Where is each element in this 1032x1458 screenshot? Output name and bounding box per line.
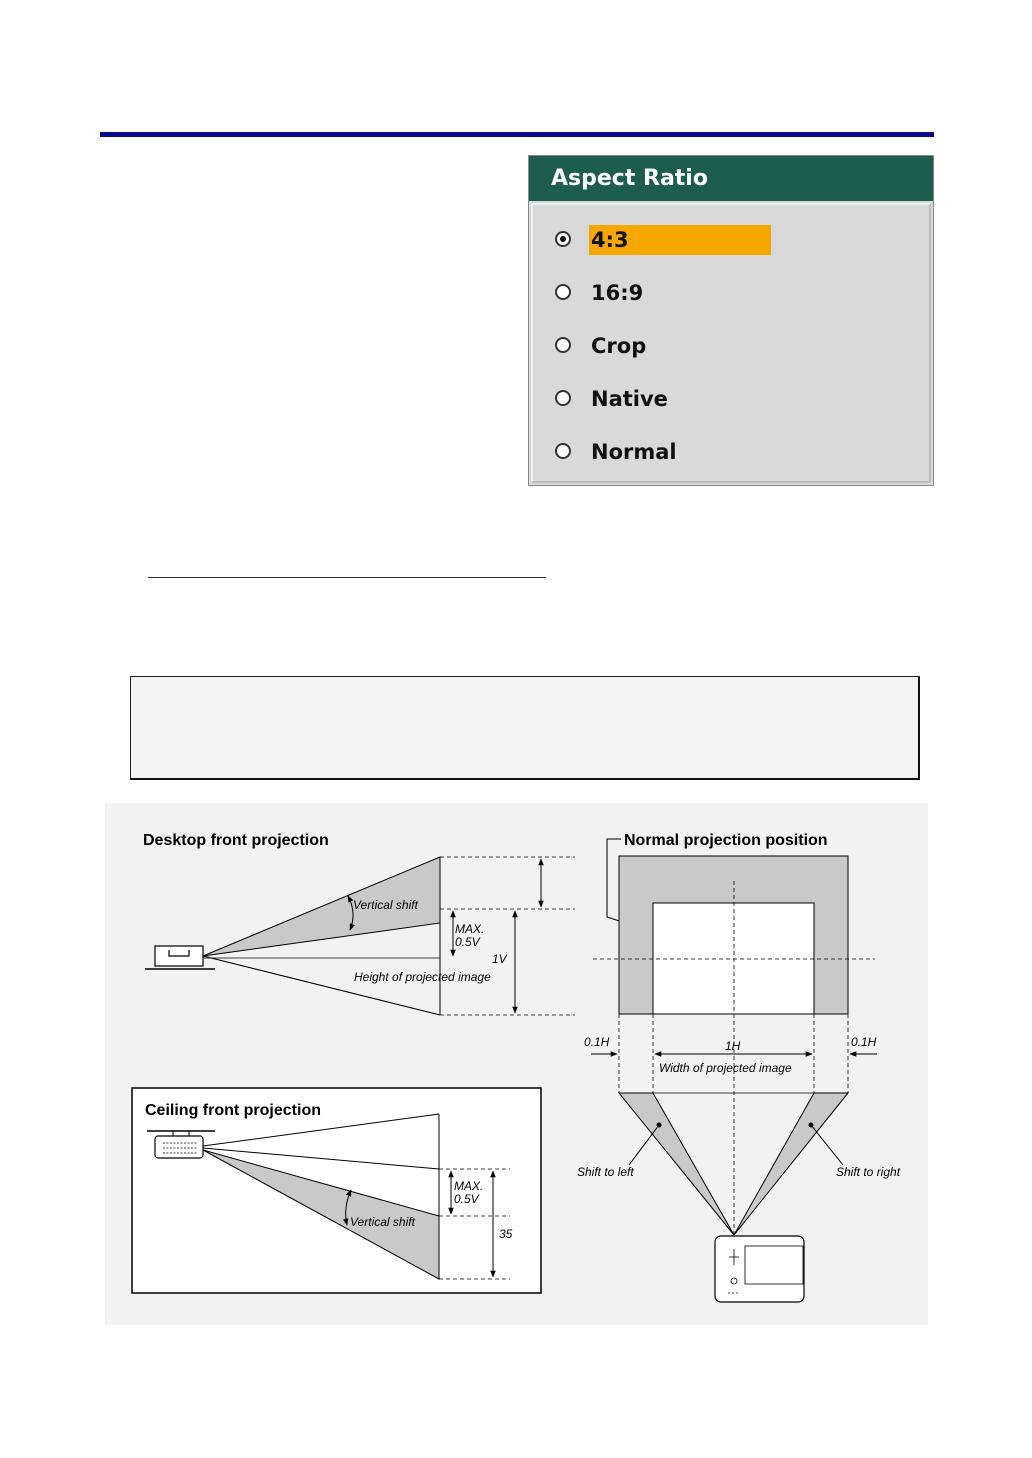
desktop-height-label: Height of projected image <box>354 970 491 984</box>
radio-icon[interactable] <box>555 443 571 459</box>
menu-title: Aspect Ratio <box>529 156 933 201</box>
option-16-9[interactable] <box>555 278 915 308</box>
option-label: Normal <box>591 440 677 464</box>
option-label: 4:3 <box>589 225 771 255</box>
desktop-title: Desktop front projection <box>143 832 329 849</box>
desktop-max-line2: 0.5V <box>455 935 480 949</box>
header-rule <box>100 132 934 137</box>
desktop-one-v: 1V <box>492 952 507 966</box>
ceiling-max-line2: 0.5V <box>454 1192 479 1206</box>
menu-options <box>531 203 931 483</box>
ceiling-max-line1: MAX. <box>454 1179 484 1193</box>
option-normal[interactable] <box>555 437 915 467</box>
desktop-max-line1: MAX. <box>455 922 485 936</box>
left-offset: 0.1H <box>584 1035 610 1049</box>
ceiling-vertical-shift: Vertical shift <box>350 1215 415 1229</box>
ceiling-height-value: 35 <box>499 1227 513 1241</box>
option-label: Native <box>591 387 668 411</box>
shift-right-label: Shift to right <box>836 1165 901 1179</box>
right-offset: 0.1H <box>851 1035 877 1049</box>
option-4-3[interactable] <box>555 225 915 255</box>
shift-left-label: Shift to left <box>577 1165 634 1179</box>
radio-selected-icon[interactable] <box>555 231 571 247</box>
shift-left-beam <box>619 1093 734 1235</box>
normal-title: Normal projection position <box>624 832 828 849</box>
shift-right-beam <box>734 1093 848 1235</box>
width-label: Width of projected image <box>659 1061 792 1075</box>
option-label: Crop <box>591 334 647 358</box>
section-underline <box>148 577 546 578</box>
radio-icon[interactable] <box>555 284 571 300</box>
option-crop[interactable] <box>555 331 915 361</box>
radio-icon[interactable] <box>555 337 571 353</box>
desktop-vertical-shift: Vertical shift <box>353 898 418 912</box>
radio-icon[interactable] <box>555 390 571 406</box>
projected-image <box>653 903 814 1014</box>
aspect-ratio-menu <box>528 155 934 486</box>
one-h: 1H <box>725 1039 741 1053</box>
ceiling-title: Ceiling front projection <box>145 1102 321 1119</box>
option-native[interactable] <box>555 384 915 414</box>
note-box <box>130 676 920 780</box>
diagram-svg <box>105 803 928 1325</box>
ceiling-projector-icon <box>155 1136 203 1158</box>
option-label: 16:9 <box>591 281 644 305</box>
lens-shift-diagram <box>105 803 928 1325</box>
